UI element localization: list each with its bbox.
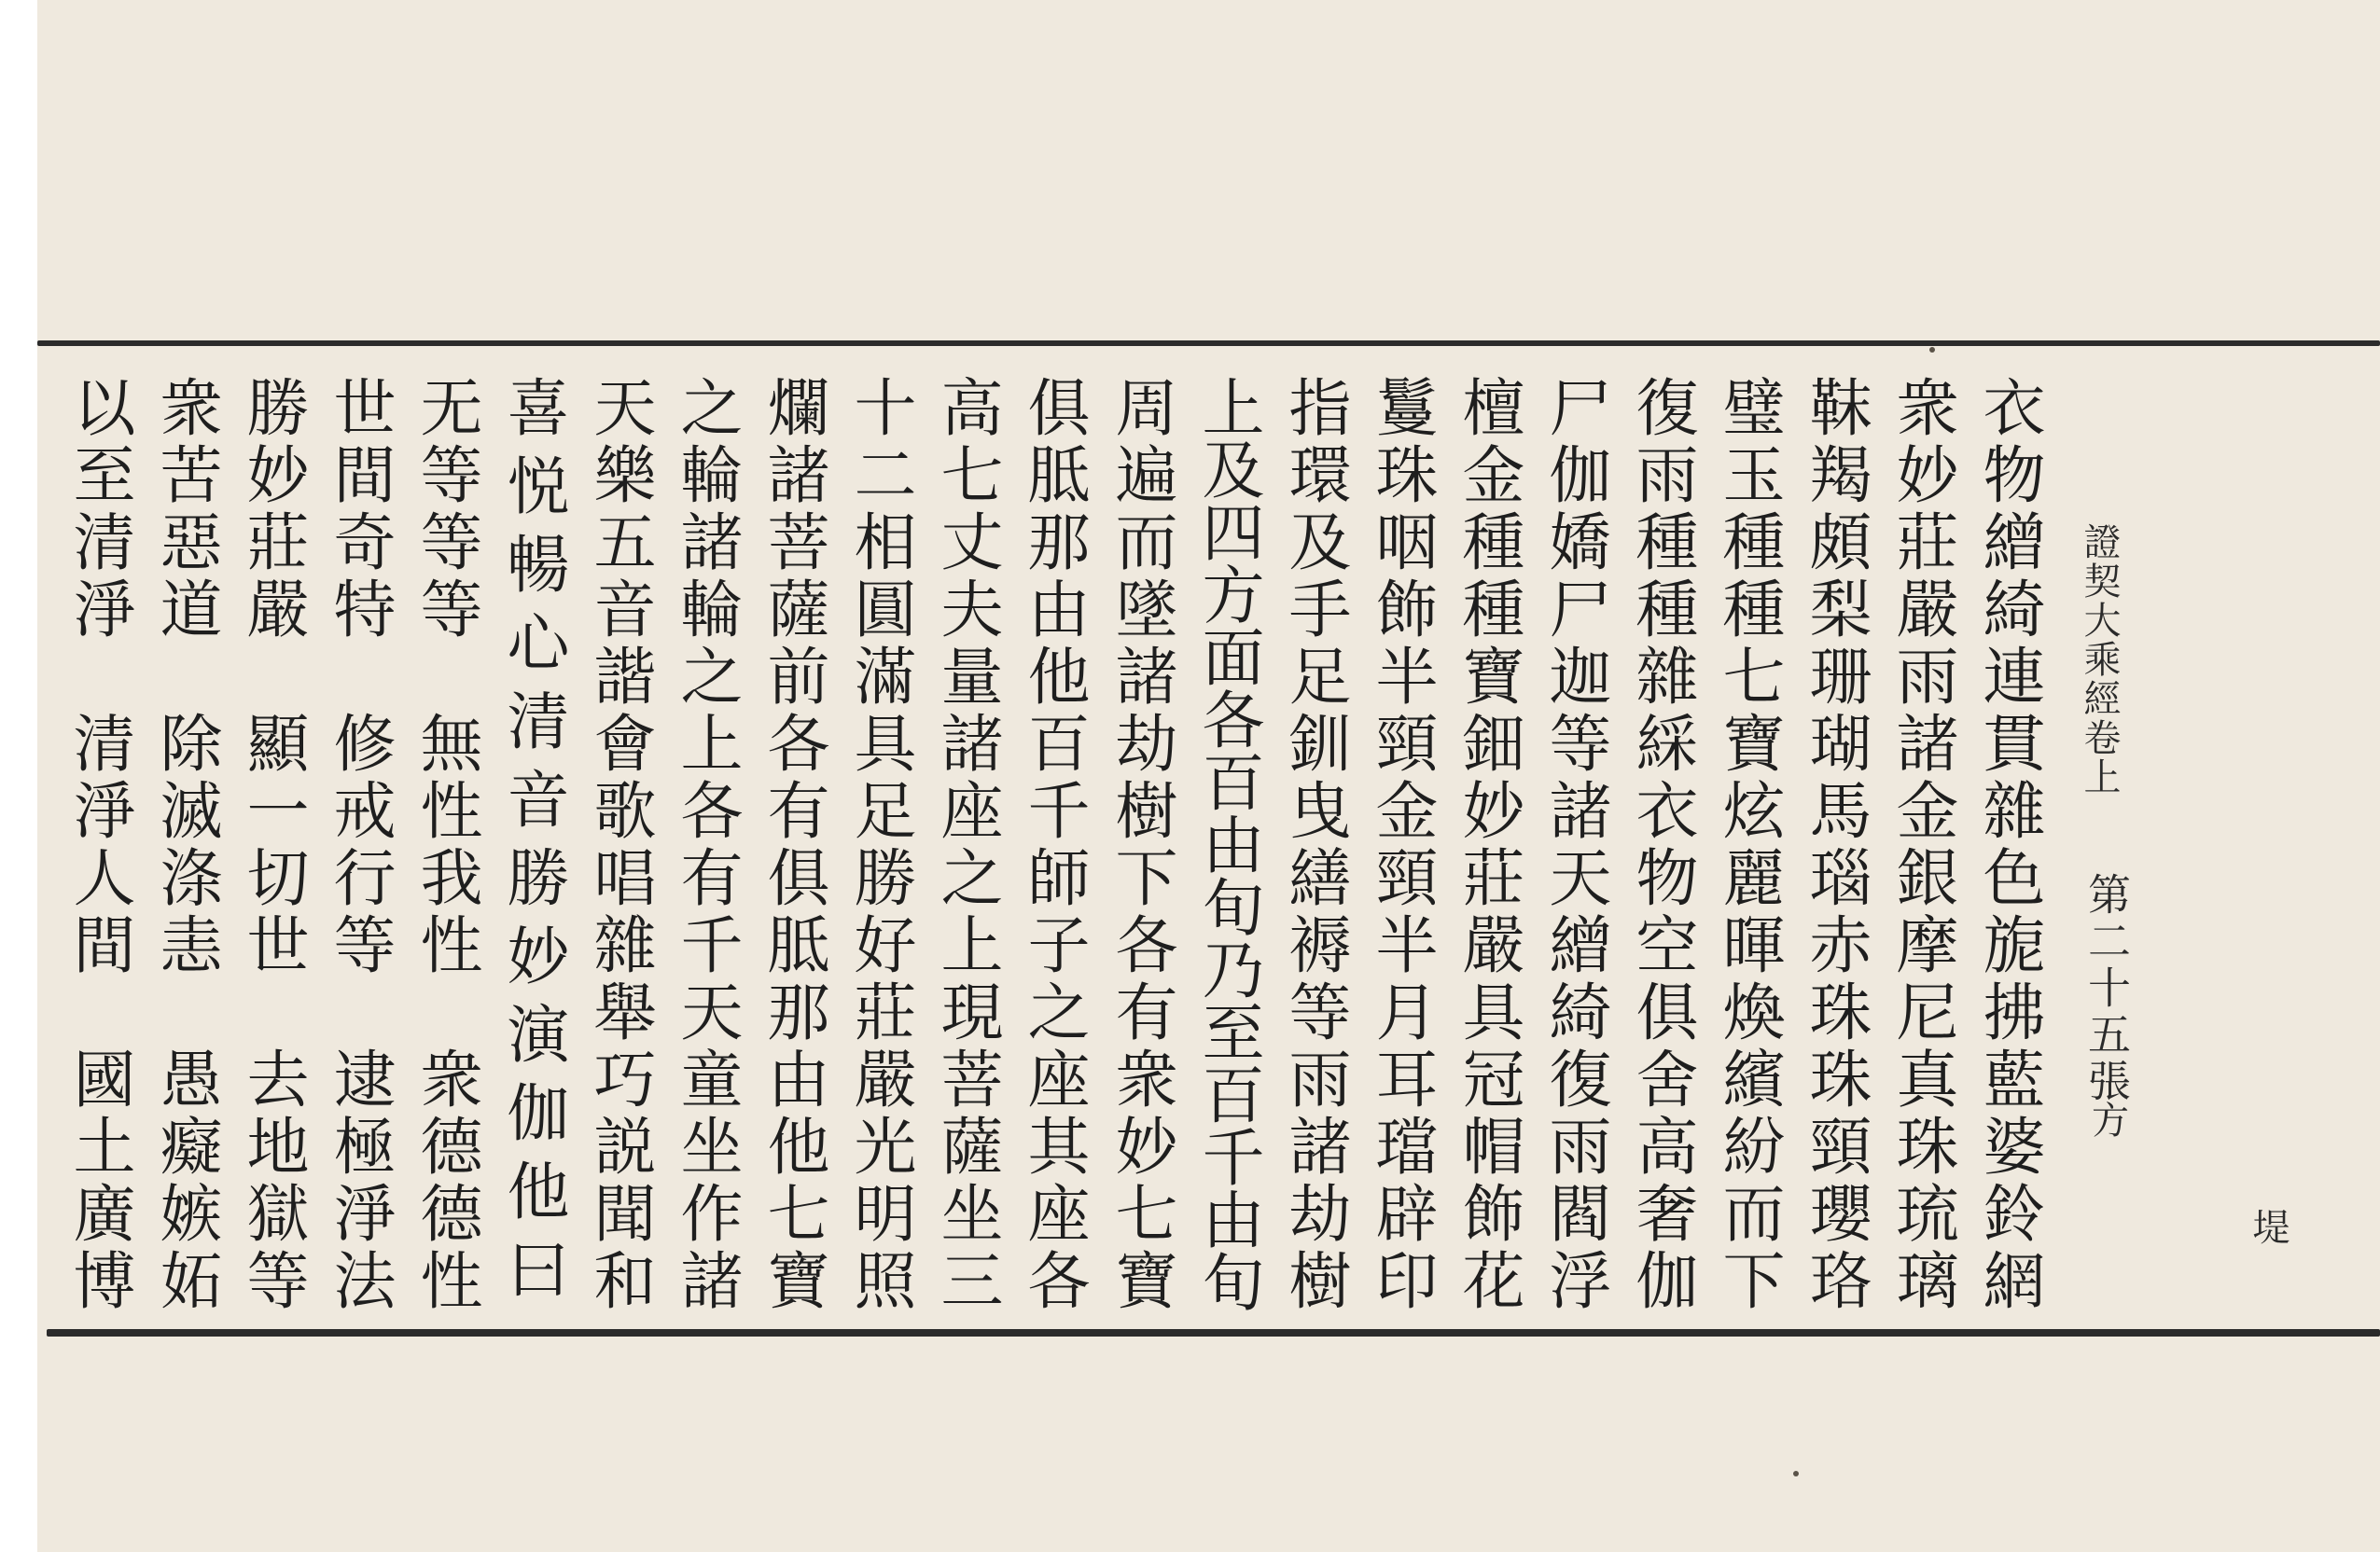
text-column: 高七丈夫量諸座之上現菩薩坐三	[931, 375, 1004, 1315]
text-column: 檀金種種寶鈿妙莊嚴具冠帽飾花	[1453, 375, 1525, 1315]
text-column: 以至清淨 清淨人間 國土廣博	[63, 375, 136, 1315]
paper-speck	[1791, 1469, 1801, 1478]
text-column: 靺羯頗梨珊瑚馬瑙赤珠珠頸瓔珞	[1800, 375, 1872, 1315]
text-column: 衣物繒綺連貫雜色旎拂藍婆鈴網	[1973, 375, 2046, 1315]
text-column: 周遍而墜諸劫樹下各有衆妙七寶	[1106, 375, 1178, 1315]
text-column: 之輪諸輪之上各有千天童坐作諸	[671, 375, 744, 1315]
text-column: 俱胝那由他百千師子之座其座各	[1018, 375, 1091, 1315]
text-column: 上及四方面各百由旬乃至百千由旬	[1192, 375, 1265, 1312]
text-column: 勝妙莊嚴 顯一切世 去地獄等	[237, 375, 310, 1315]
text-column: 喜悦暢心清音勝妙演伽他曰	[497, 375, 570, 1315]
text-column: 璧玉種種七寶炫麗暉煥繽紛而下	[1713, 375, 1786, 1315]
paper-speck	[1928, 345, 1937, 354]
text-column: 鬘珠咽飾半頸金頸半月耳璫辟印	[1366, 375, 1439, 1315]
margin-mark: 方	[2092, 1100, 2129, 1143]
text-column: 十二相圓滿具足勝好莊嚴光明照	[844, 375, 917, 1315]
text-column: 衆苦惡道 除滅涤恚 愚癡嫉妬	[150, 375, 223, 1315]
text-column: 衆妙莊嚴雨諸金銀摩尼真珠琉璃	[1886, 375, 1959, 1315]
text-column: 復雨種種雜綵衣物空俱舍高奢伽	[1626, 375, 1699, 1315]
margin-carver-name: 堤	[2247, 1208, 2290, 1245]
text-column: 指環及手足釧曳繕褥等雨諸劫樹	[1279, 375, 1352, 1315]
text-column: 无等等等 無性我性 衆德德性	[411, 375, 483, 1315]
text-column: 世間奇特 修戒行等 逮極淨法	[324, 375, 397, 1315]
top-border-line	[37, 340, 2380, 346]
margin-folio-number: 第二十五張	[2081, 872, 2132, 1105]
bottom-border-line	[47, 1329, 2380, 1337]
text-column: 天樂五音諧會歌唱雜舉巧説聞和	[584, 375, 657, 1315]
text-column: 爛諸菩薩前各有俱胝那由他七寶	[758, 375, 830, 1315]
text-column: 尸伽嬌尸迦等諸天繒綺復雨閻浮	[1539, 375, 1612, 1315]
margin-sutra-title: 證契大乘經卷上	[2078, 522, 2121, 797]
